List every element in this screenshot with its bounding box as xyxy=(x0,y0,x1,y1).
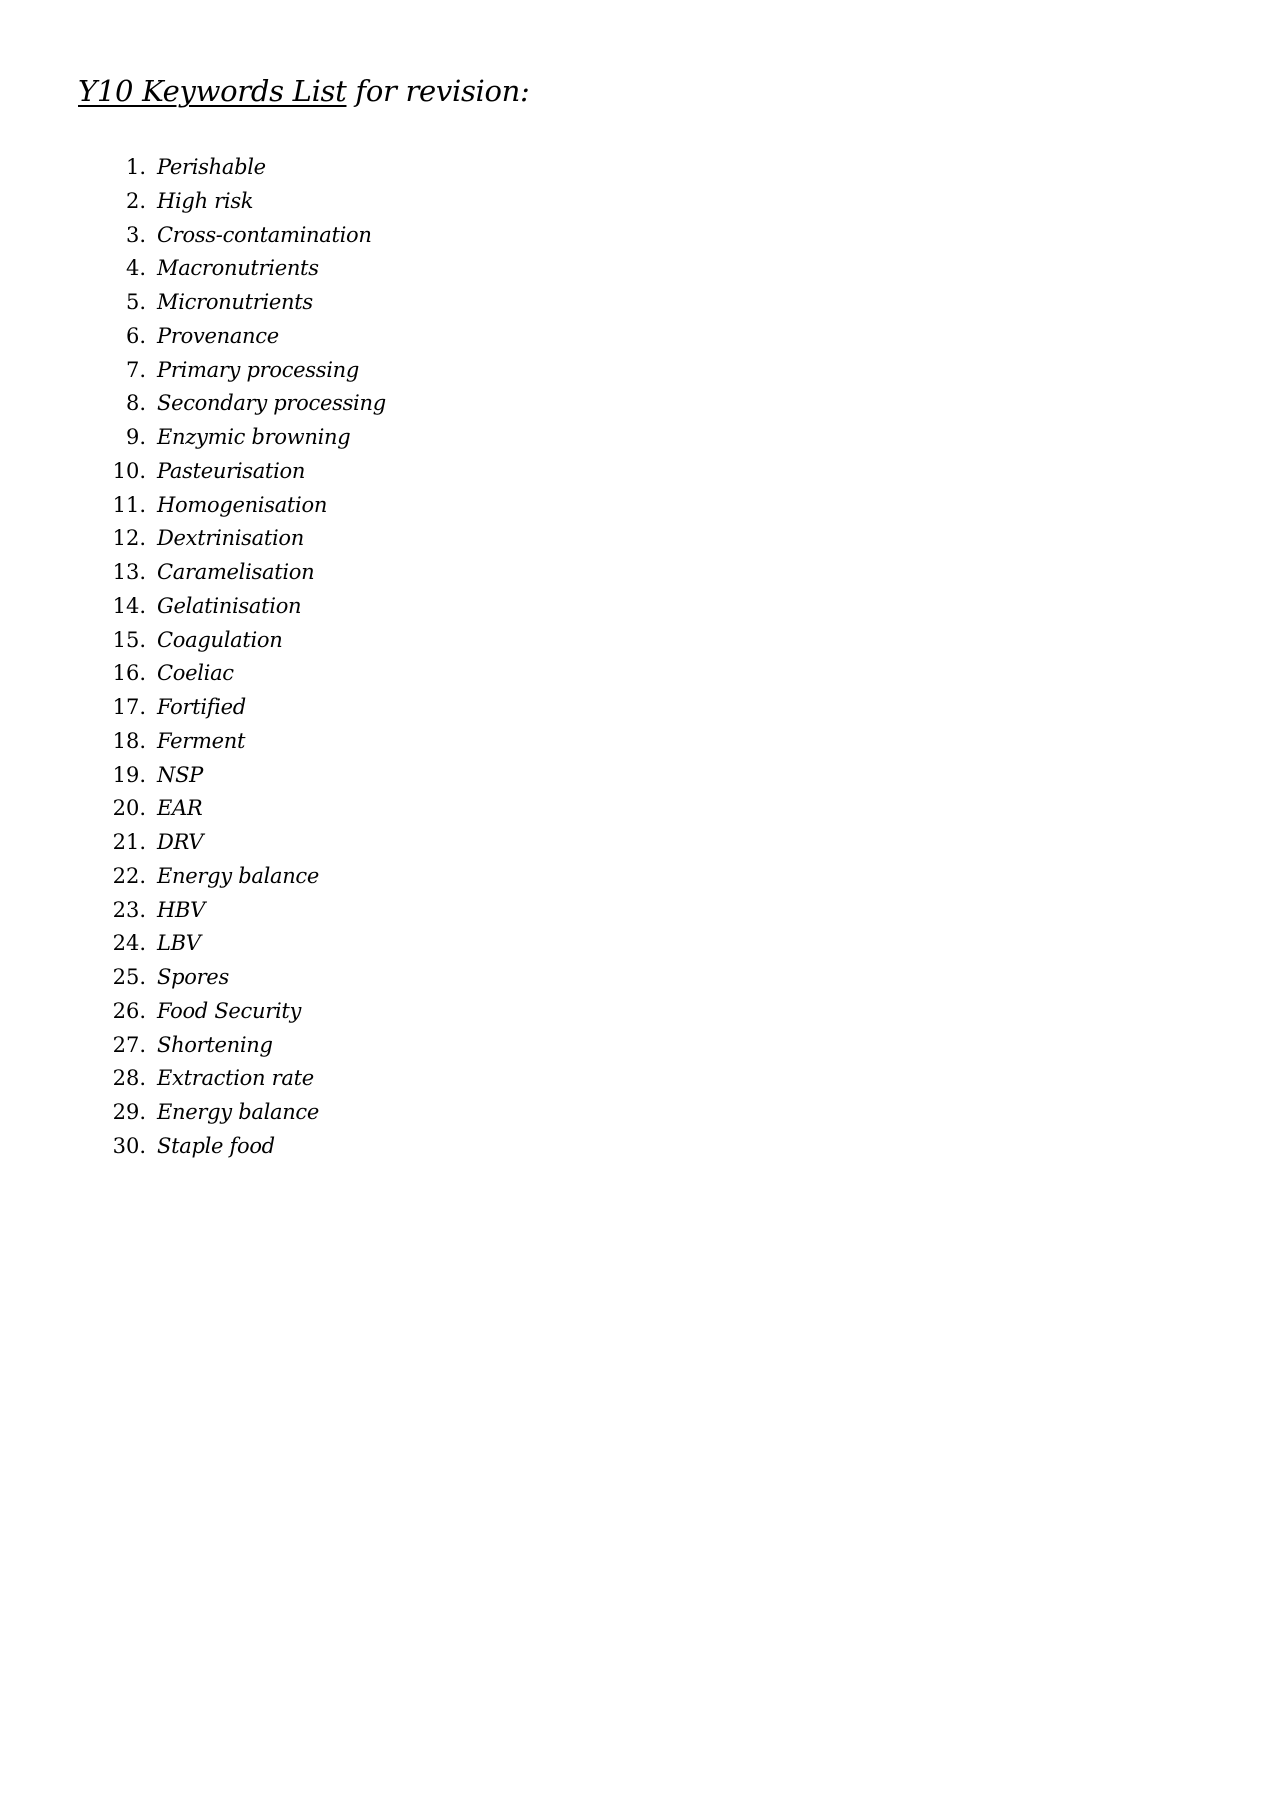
list-item-number: 25. xyxy=(112,965,146,989)
list-item-term: Enzymic browning xyxy=(157,425,351,449)
list-item-number: 3. xyxy=(125,222,146,247)
list-item-number: 10. xyxy=(112,458,146,483)
list-item-number: 16. xyxy=(112,661,146,686)
list-item-term: Food Security xyxy=(157,998,302,1023)
list-item-term: Extraction rate xyxy=(157,1066,314,1091)
list-item-number: 20. xyxy=(112,796,146,821)
list-item-number: 15. xyxy=(112,627,146,652)
list-item-term: High risk xyxy=(157,188,254,213)
list-item-number: 19. xyxy=(112,762,146,787)
list-item-term: HBV xyxy=(157,897,206,922)
list-item-term: Coeliac xyxy=(157,661,234,686)
list-item-term: Spores xyxy=(157,965,229,989)
list-item-number: 7. xyxy=(125,357,146,382)
list-item-term: Micronutrients xyxy=(157,290,313,314)
list-item-number: 29. xyxy=(112,1100,146,1124)
list-item-term: Ferment xyxy=(157,728,246,753)
list-item-term: Energy balance xyxy=(157,863,320,888)
list-item-number: 22. xyxy=(112,863,146,888)
list-item-number: 5. xyxy=(125,290,146,314)
title-underlined-part: Y10 Keywords List xyxy=(78,74,347,108)
list-item-term: LBV xyxy=(157,931,201,956)
list-item-term: Cross-contamination xyxy=(157,222,372,247)
list-item-term: Caramelisation xyxy=(157,560,315,584)
list-item-number: 28. xyxy=(112,1066,146,1091)
list-item-term: Macronutrients xyxy=(157,256,319,281)
list-item-number: 12. xyxy=(112,526,146,551)
title-rest: for revision: xyxy=(346,74,530,108)
list-item-number: 18. xyxy=(112,728,146,753)
list-item-term: Secondary processing xyxy=(157,391,386,416)
list-item-number: 17. xyxy=(112,695,146,719)
list-item-number: 27. xyxy=(112,1032,146,1057)
list-item-number: 13. xyxy=(112,560,146,584)
list-item-term: Staple food xyxy=(157,1133,275,1158)
list-item-number: 26. xyxy=(112,998,146,1023)
list-item-term: Energy balance xyxy=(157,1100,320,1124)
list-item-number: 1. xyxy=(125,155,146,179)
list-item-number: 8. xyxy=(125,391,146,416)
list-item-term: Provenance xyxy=(157,323,279,348)
list-item-term: Gelatinisation xyxy=(157,593,302,618)
list-item-term: Perishable xyxy=(157,155,266,179)
list-item-number: 30. xyxy=(112,1133,146,1158)
list-item-number: 6. xyxy=(125,323,146,348)
list-item-number: 4. xyxy=(125,256,146,281)
list-item-term: Primary processing xyxy=(157,357,360,382)
list-item-number: 9. xyxy=(125,425,146,449)
list-item-number: 24. xyxy=(112,931,146,956)
document-title xyxy=(78,74,530,108)
list-item-term: Dextrinisation xyxy=(157,526,304,551)
list-item-number: 2. xyxy=(125,188,146,213)
list-item-number: 23. xyxy=(112,897,146,922)
list-item-term: NSP xyxy=(157,762,203,787)
list-item-term: Homogenisation xyxy=(157,492,328,517)
list-item-term: Fortified xyxy=(157,695,246,719)
list-item-number: 21. xyxy=(112,830,146,854)
list-item-term: Shortening xyxy=(157,1032,273,1057)
list-item-number: 11. xyxy=(112,492,146,517)
list-item-term: DRV xyxy=(157,830,204,854)
list-item-term: EAR xyxy=(157,796,203,821)
list-item-term: Pasteurisation xyxy=(157,458,306,483)
list-item-number: 14. xyxy=(112,593,146,618)
list-item-term: Coagulation xyxy=(157,627,283,652)
